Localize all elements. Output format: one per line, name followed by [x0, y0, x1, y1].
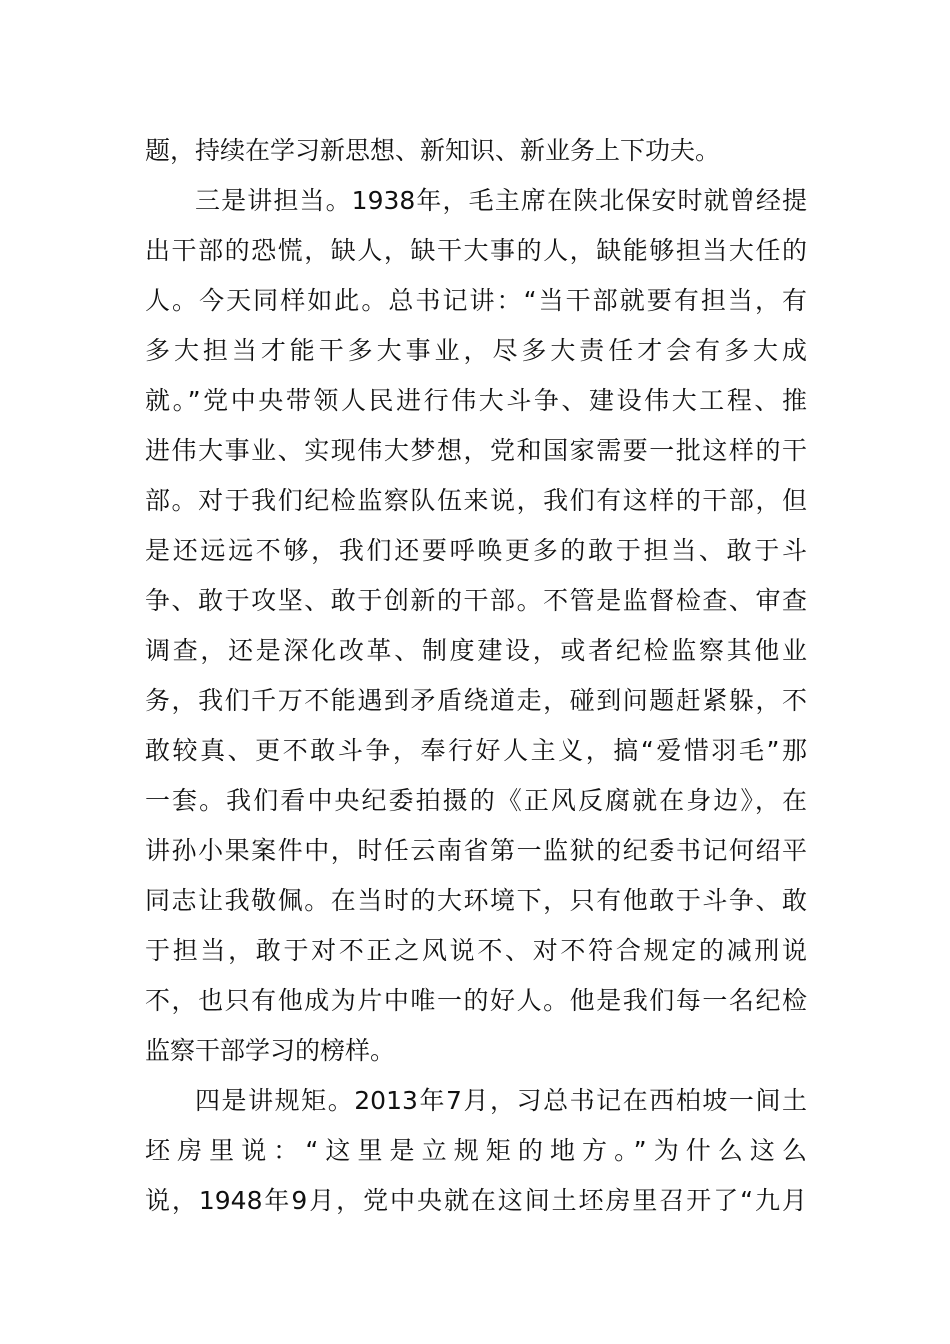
paragraph-line: 三是讲担当。1938年，毛主席在陕北保安时就曾经提	[195, 186, 807, 215]
paragraph-line: 敢较真、更不敢斗争，奉行好人主义，搞“爱惜羽毛”那	[145, 736, 807, 765]
paragraph-line: 是还远远不够，我们还要呼唤更多的敢于担当、敢于斗	[145, 536, 807, 565]
paragraph-line: 进伟大事业、实现伟大梦想，党和国家需要一批这样的干	[145, 436, 807, 465]
paragraph-line: 出干部的恐慌，缺人，缺干大事的人，缺能够担当大任的	[145, 236, 807, 265]
paragraph-line: 题，持续在学习新思想、新知识、新业务上下功夫。	[145, 136, 721, 165]
paragraph-line: 人。今天同样如此。总书记讲：“当干部就要有担当，有	[145, 286, 807, 315]
paragraph-line: 坯房里说：“这里是立规矩的地方。”为什么这么	[145, 1136, 807, 1165]
paragraph-line: 部。对于我们纪检监察队伍来说，我们有这样的干部，但	[145, 486, 807, 515]
paragraph-line: 讲孙小果案件中，时任云南省第一监狱的纪委书记何绍平	[145, 836, 807, 865]
paragraph-line: 同志让我敬佩。在当时的大环境下，只有他敢于斗争、敢	[145, 886, 807, 915]
paragraph-line: 不，也只有他成为片中唯一的好人。他是我们每一名纪检	[145, 986, 807, 1015]
paragraph-line: 务，我们千万不能遇到矛盾绕道走，碰到问题赶紧躲，不	[145, 686, 807, 715]
document-body	[145, 126, 807, 1226]
paragraph-line: 就。”党中央带领人民进行伟大斗争、建设伟大工程、推	[145, 386, 807, 415]
paragraph-line: 调查，还是深化改革、制度建设，或者纪检监察其他业	[145, 636, 807, 665]
paragraph-line: 四是讲规矩。2013年7月，习总书记在西柏坡一间土	[195, 1086, 807, 1115]
paragraph-line: 一套。我们看中央纪委拍摄的《正风反腐就在身边》，在	[145, 786, 807, 815]
paragraph-line: 监察干部学习的榜样。	[145, 1036, 396, 1065]
paragraph-line: 说，1948年9月，党中央就在这间土坯房里召开了“九月	[145, 1186, 807, 1215]
paragraph-line: 争、敢于攻坚、敢于创新的干部。不管是监督检查、审查	[145, 586, 807, 615]
paragraph-line: 于担当，敢于对不正之风说不、对不符合规定的减刑说	[145, 936, 807, 965]
paragraph-line: 多大担当才能干多大事业，尽多大责任才会有多大成	[145, 336, 807, 365]
